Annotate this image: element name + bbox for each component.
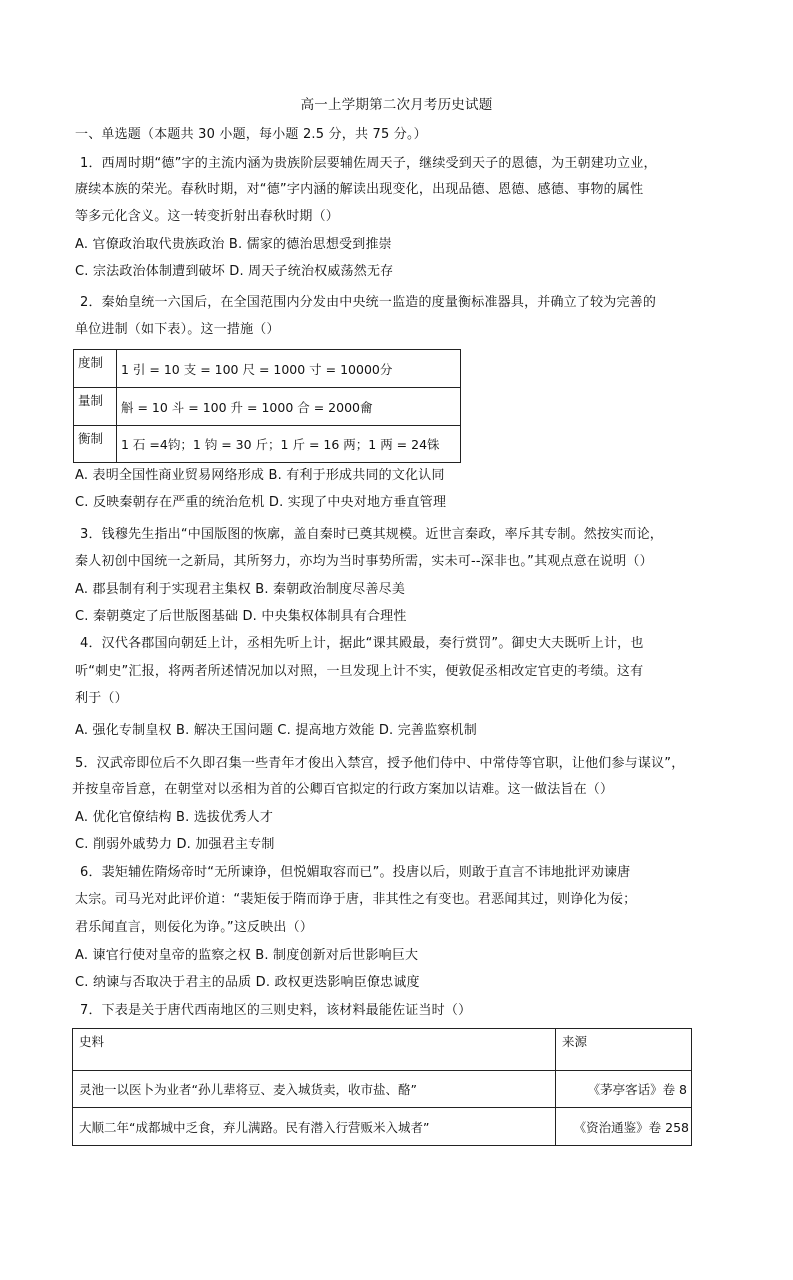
table-cell-value: 斛 = 10 斗 = 100 升 = 1000 合 = 2000龠: [117, 388, 461, 426]
question-5-line-2: 并按皇帝旨意，在朝堂对以丞相为首的公卿百官拟定的行政方案加以诘难。这一做法旨在（）: [72, 782, 614, 797]
table-cell-value: 1 石 =4钧；1 钧 = 30 斤；1 斤 = 16 两；1 两 = 24铢: [117, 426, 461, 463]
table-header-origin: 来源: [556, 1029, 692, 1071]
table-cell-origin: 《资治通鉴》卷 258: [556, 1108, 692, 1146]
question-4-options: A. 强化专制皇权 B. 解决王国问题 C. 提高地方效能 D. 完善监察机制: [75, 723, 477, 738]
table-cell-value: 1 引 = 10 支 = 100 尺 = 1000 寸 = 10000分: [117, 350, 461, 388]
question-4-line-2: 听“刺史”汇报，将两者所述情况加以对照，一旦发现上计不实，便敦促丞相改定官吏的考绩。这有: [75, 664, 644, 679]
question-3-line-2: 秦人初创中国统一之新局，其所努力，亦均为当时事势所需，实未可--深非也。”其观点意在说明（）: [75, 554, 653, 569]
question-6-line-2: 太宗。司马光对此评价道：“裴矩佞于隋而诤于唐，非其性之有变也。君恶闻其过，则诤化为佞；: [75, 892, 637, 907]
table-cell-origin: 《茅亭客话》卷 8: [556, 1071, 692, 1108]
question-2-line-1: 2．秦始皇统一六国后，在全国范围内分发由中央统一监造的度量衡标准器具，并确立了较为完善的: [80, 295, 657, 310]
question-1-line-3: 等多元化含义。这一转变折射出春秋时期（）: [75, 209, 340, 224]
question-2-options-ab: A. 表明全国性商业贸易网络形成 B. 有利于形成共同的文化认同: [75, 468, 445, 483]
table-row: [73, 1071, 692, 1108]
question-3-options-ab: A. 郡县制有利于实现君主集权 B. 秦朝政治制度尽善尽美: [75, 582, 406, 597]
question-5-options-ab: A. 优化官僚结构 B. 选拔优秀人才: [75, 810, 274, 825]
table-cell-label: 度制: [74, 350, 117, 388]
question-5-line-1: 5．汉武帝即位后不久即召集一些青年才俊出入禁宫，授予他们侍中、中常侍等官职，让他们参与谋议”，: [75, 756, 685, 771]
question-6-line-3: 君乐闻直言，则佞化为诤。”这反映出（）: [75, 920, 314, 935]
table-header-source: 史料: [73, 1029, 556, 1071]
table-cell-label: 量制: [74, 388, 117, 426]
question-4-line-1: 4．汉代各郡国向朝廷上计，丞相先听上计，据此“课其殿最，奏行赏罚”。御史大夫既听上计，也: [80, 636, 644, 651]
question-1-line-2: 赓续本族的荣光。春秋时期，对“德”字内涵的解读出现变化，出现品德、恩德、感德、事物的属性: [75, 182, 644, 197]
question-7-line-1: 7．下表是关于唐代西南地区的三则史料，该材料最能佐证当时（）: [80, 1003, 472, 1018]
question-1-options-ab: A. 官僚政治取代贵族政治 B. 儒家的德治思想受到推崇: [75, 237, 392, 252]
question-2-line-2: 单位进制（如下表）。这一措施（）: [75, 322, 280, 337]
exam-title: 高一上学期第二次月考历史试题: [300, 97, 493, 113]
table-row: [74, 350, 461, 388]
question-6-options-cd: C. 纳谏与否取决于君主的品质 D. 政权更迭影响臣僚忠诚度: [75, 975, 420, 990]
question-4-line-3: 利于（）: [75, 691, 128, 706]
table-header-row: [73, 1029, 692, 1071]
table-cell-source: 灵池一以医卜为业者“孙儿辈将豆、麦入城货卖，收市盐、酪”: [73, 1071, 556, 1108]
table-cell-label: 衡制: [74, 426, 117, 463]
question-6-line-1: 6．裴矩辅佐隋炀帝时“无所谏诤，但悦媚取容而已”。投唐以后，则敢于直言不讳地批评劝谏唐: [80, 865, 631, 880]
question-3-options-cd: C. 秦朝奠定了后世版图基础 D. 中央集权体制具有合理性: [75, 609, 407, 624]
question-1-options-cd: C. 宗法政治体制遭到破坏 D. 周天子统治权威荡然无存: [75, 264, 394, 279]
measurement-units-table: [73, 349, 461, 463]
historical-sources-table: [72, 1028, 692, 1146]
question-2-options-cd: C. 反映秦朝存在严重的统治危机 D. 实现了中央对地方垂直管理: [75, 495, 447, 510]
question-5-options-cd: C. 削弱外戚势力 D. 加强君主专制: [75, 837, 275, 852]
table-row: [74, 426, 461, 463]
question-1-line-1: 1．西周时期“德”字的主流内涵为贵族阶层要辅佐周天子，继续受到天子的恩德，为王朝建功立业，: [80, 156, 657, 171]
question-6-options-ab: A. 谏官行使对皇帝的监察之权 B. 制度创新对后世影响巨大: [75, 948, 419, 963]
question-3-line-1: 3．钱穆先生指出“中国版图的恢廓，盖自秦时已奠其规模。近世言秦政，率斥其专制。然按实而论，: [80, 527, 664, 542]
table-row: [74, 388, 461, 426]
table-cell-source: 大顺二年“成都城中乏食，弃儿满路。民有潜入行营贩米入城者”: [73, 1108, 556, 1146]
table-row: [73, 1108, 692, 1146]
section-heading: 一、单选题（本题共 30 小题，每小题 2.5 分，共 75 分。）: [75, 127, 427, 142]
